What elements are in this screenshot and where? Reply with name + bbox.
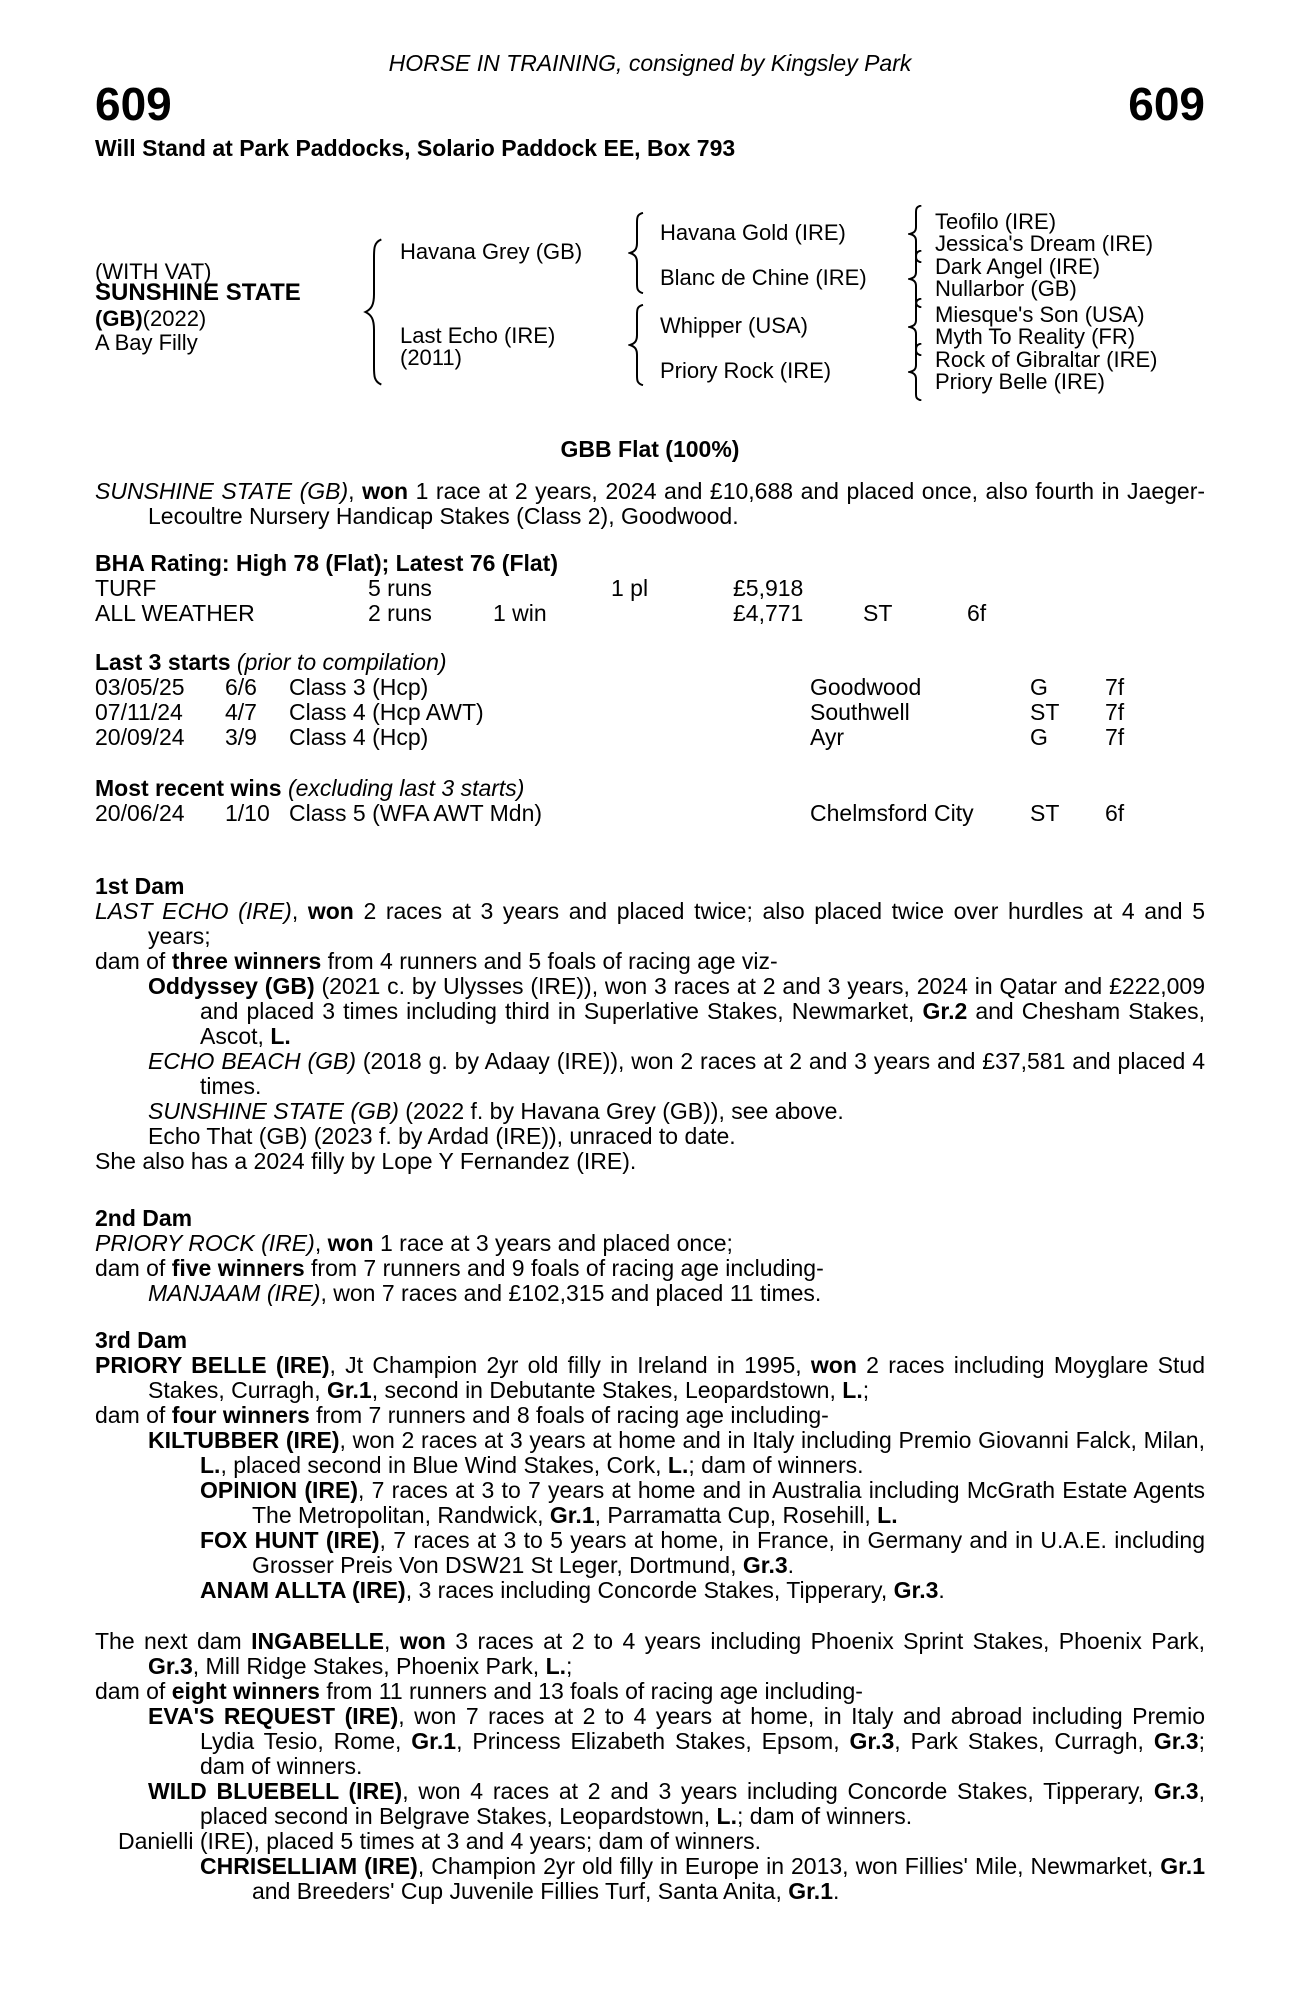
last-3-starts-heading [95,650,1205,675]
ggparent-3: Dark Angel (IRE) [935,254,1101,279]
race-class: Class 5 (WFA AWT Mdn) [289,800,543,826]
race-course: Southwell [810,699,910,725]
going-value: ST [863,600,893,626]
ggparent-7: Rock of Gibraltar (IRE) [935,347,1158,372]
dam-year: (2011) [400,345,462,370]
last-3-starts-title: Last 3 starts [95,649,237,675]
pedigree-brace-dam [628,304,646,386]
race-position: 4/7 [225,699,257,725]
pedigree-text-line: Danielli (IRE), placed 5 times at 3 and 4 years; dam of winners. [118,1828,762,1854]
second-dam-body [95,1231,1205,1306]
surface-row-all-weather [95,601,1205,626]
ggparent-8: Priory Belle (IRE) [935,369,1105,394]
money-value: £4,771 [733,600,804,626]
race-position: 6/6 [225,674,257,700]
second-dam-section [95,1206,1205,1306]
ggparent-2: Jessica's Dream (IRE) [935,231,1154,256]
lot-number-left: 609 [95,78,172,130]
race-row [95,801,1205,826]
last-3-starts-note: (prior to compilation) [236,649,447,675]
race-going: G [1030,674,1048,700]
pedigree-brace-g4 [908,343,924,401]
race-date: 20/06/24 [95,800,185,826]
race-going: ST [1030,800,1060,826]
lot-number-right: 609 [1128,78,1205,130]
pedigree-text-line: dam of four winners from 7 runners and 8 foals of racing age including- [95,1402,829,1428]
ggparent-1: Teofilo (IRE) [935,209,1057,234]
next-dam-body [95,1629,1205,1904]
page-content [95,0,1205,1904]
ggparent-4: Nullarbor (GB) [935,276,1077,301]
race-going: ST [1030,699,1060,725]
pedigree-text-line: CHRISELLIAM (IRE), Champion 2yr old filly in Europe in 2013, won Fillies' Mile, Newmarket, Gr.1 and Breeders' Cup Juvenile Fillies Turf, Santa Anita, Gr.1. [200,1853,1205,1904]
pedigree-text-line: Oddyssey (GB) (2021 c. by Ulysses (IRE)), won 3 races at 2 and 3 years, 2024 in Qatar and £222,009 and placed 3 times including third in Superlative Stakes, Newmarket, Gr.2 and Chesham Stakes, Ascot, L. [148,973,1205,1049]
horse-country: (GB) [95,306,143,331]
granddam-1: Blanc de Chine (IRE) [660,265,867,290]
first-dam-body [95,899,1205,1174]
most-recent-wins-note: (excluding last 3 starts) [287,775,525,801]
pedigree-text-line: The next dam INGABELLE, won 3 races at 2 to 4 years including Phoenix Sprint Stakes, Phoenix Park, Gr.3, Mill Ridge Stakes, Phoenix Park, L.; [95,1628,1205,1679]
pedigree-text-line: Echo That (GB) (2023 f. by Ardad (IRE)), unraced to date. [148,1123,736,1149]
horse-description: A Bay Filly [95,330,198,355]
surface-label: TURF [95,575,157,601]
lot-number-row [95,79,1205,131]
pedigree-text-line: ANAM ALLTA (IRE), 3 races including Concorde Stakes, Tipperary, Gr.3. [200,1577,945,1603]
third-dam-heading: 3rd Dam [95,1327,188,1353]
distance-value: 6f [967,600,987,626]
race-position: 1/10 [225,800,270,826]
next-dam-section [95,1629,1205,1904]
horse-year: (2022) [142,306,207,331]
race-class: Class 3 (Hcp) [289,674,429,700]
pedigree-text-line: FOX HUNT (IRE), 7 races at 3 to 5 years at home, in France, in Germany and in U.A.E. including Grosser Preis Von DSW21 St Leger, Dortmund, Gr.3. [200,1527,1205,1578]
bha-rating-line: BHA Rating: High 78 (Flat); Latest 76 (Flat) [95,550,558,576]
horse-name: SUNSHINE STATE [95,279,301,306]
pedigree-text-line: dam of five winners from 7 runners and 9 foals of racing age including- [95,1255,824,1281]
wins-value: 1 win [493,600,547,626]
most-recent-wins-heading [95,776,1205,801]
sire-name: Havana Grey (GB) [400,239,583,264]
race-date: 20/09/24 [95,724,185,750]
surface-row-turf [95,576,1205,601]
grandsire-1: Havana Gold (IRE) [660,220,846,245]
pedigree-brace-sire [628,212,646,294]
runs-value: 2 runs [368,600,432,626]
grandsire-2: Whipper (USA) [660,313,808,338]
granddam-2: Priory Rock (IRE) [660,358,832,383]
race-course: Goodwood [810,674,922,700]
pedigree-text-line: SUNSHINE STATE (GB) (2022 f. by Havana Grey (GB)), see above. [148,1098,844,1124]
most-recent-wins-title: Most recent wins [95,775,288,801]
race-class: Class 4 (Hcp AWT) [289,699,484,725]
pedigree-text-line: WILD BLUEBELL (IRE), won 4 races at 2 and 3 years including Concorde Stakes, Tipperary, Gr.3, placed second in Belgrave Stakes, Leopardstown, L.; dam of winners. [148,1778,1205,1829]
race-distance: 6f [1105,800,1125,826]
pedigree-text-line: MANJAAM (IRE), won 7 races and £102,315 and placed 11 times. [148,1280,822,1306]
third-dam-section [95,1328,1205,1603]
stand-location: Will Stand at Park Paddocks, Solario Paddock EE, Box 793 [95,135,736,161]
surface-label: ALL WEATHER [95,600,255,626]
pedigree-diagram [95,186,1205,420]
runs-value: 5 runs [368,575,432,601]
race-course: Chelmsford City [810,800,974,826]
race-date: 03/05/25 [95,674,185,700]
horse-suffix-year [95,306,207,331]
pedigree-text-line: dam of three winners from 4 runners and 5 foals of racing age viz- [95,948,778,974]
race-date: 07/11/24 [95,699,183,725]
pedigree-text-line: LAST ECHO (IRE), won 2 races at 3 years and placed twice; also placed twice over hurdles at 4 and 5 years; [95,898,1205,949]
race-row [95,725,1205,750]
race-class: Class 4 (Hcp) [289,724,429,750]
race-distance: 7f [1105,674,1125,700]
race-row [95,675,1205,700]
dam-name: Last Echo (IRE) [400,323,556,348]
race-distance: 7f [1105,724,1125,750]
third-dam-body [95,1353,1205,1603]
race-summary: SUNSHINE STATE (GB), won 1 race at 2 years, 2024 and £10,688 and placed once, also fourth in Jaeger-Lecoultre Nursery Handicap Stakes (Class 2), Goodwood. [95,478,1206,529]
consignment-line: HORSE IN TRAINING, consigned by Kingsley Park [388,50,912,76]
pedigree-text-line: dam of eight winners from 11 runners and 13 foals of racing age including- [95,1678,863,1704]
first-dam-heading: 1st Dam [95,873,185,899]
ggparent-5: Miesque's Son (USA) [935,302,1145,327]
pedigree-text-line: She also has a 2024 filly by Lope Y Fernandez (IRE). [95,1148,637,1174]
places-value: 1 pl [611,575,649,601]
pedigree-text-line: PRIORY ROCK (IRE), won 1 race at 3 years and placed once; [95,1230,733,1256]
pedigree-text-line: KILTUBBER (IRE), won 2 races at 3 years at home and in Italy including Premio Giovanni Falck, Milan, L., placed second in Blue Wind Stakes, Cork, L.; dam of winners. [148,1427,1205,1478]
pedigree-text-line: OPINION (IRE), 7 races at 3 to 7 years at home and in Australia including McGrath Estate Agents The Metropolitan, Randwick, Gr.1, Parramatta Cup, Rosehill, L. [200,1477,1205,1528]
gbb-eligibility-line: GBB Flat (100%) [560,436,740,462]
pedigree-brace-gen1 [363,238,385,386]
race-going: G [1030,724,1048,750]
race-distance: 7f [1105,699,1125,725]
race-position: 3/9 [225,724,257,750]
pedigree-text-line: PRIORY BELLE (IRE), Jt Champion 2yr old filly in Ireland in 1995, won 2 races including Moyglare Stud Stakes, Curragh, Gr.1, second in Debutante Stakes, Leopardstown, L.; [95,1352,1205,1403]
race-course: Ayr [810,724,845,750]
with-vat-label: (WITH VAT) [95,259,212,284]
ggparent-6: Myth To Reality (FR) [935,324,1136,349]
race-row [95,700,1205,725]
first-dam-section [95,874,1205,1174]
money-value: £5,918 [733,575,804,601]
second-dam-heading: 2nd Dam [95,1205,193,1231]
pedigree-text-line: ECHO BEACH (GB) (2018 g. by Adaay (IRE)), won 2 races at 2 and 3 years and £37,581 and placed 4 times. [148,1048,1205,1099]
pedigree-text-line: EVA'S REQUEST (IRE), won 7 races at 2 to 4 years at home, in Italy and abroad including Premio Lydia Tesio, Rome, Gr.1, Princess Elizabeth Stakes, Epsom, Gr.3, Park Stakes, Curragh, Gr.3; dam of winners. [148,1703,1205,1779]
